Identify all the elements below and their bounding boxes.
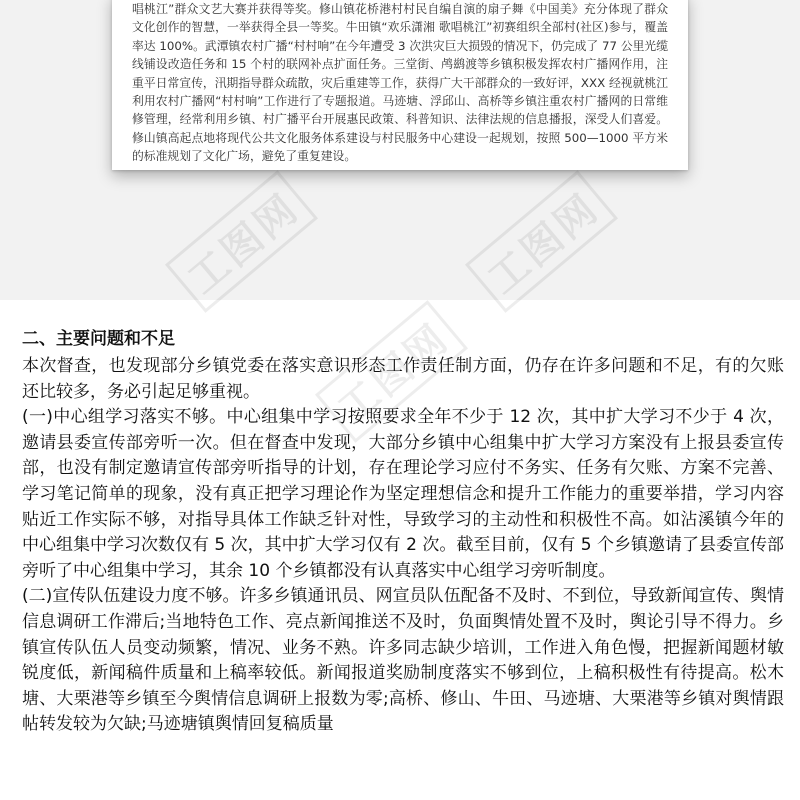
document-page-card (112, 0, 688, 170)
issue-paragraph-1: (一)中心组学习落实不够。中心组集中学习按照要求全年不少于 12 次，其中扩大学习不少于 4 次，邀请县委宣传部旁听一次。但在督查中发现，大部分乡镇中心组集中扩大学习方案没有上报县委宣传部，也没有制定邀请宣传部旁听指导的计划，存在理论学习应付不务实、任务有欠账、方案不完善、学习笔记简单的现象，没有真正把学习理论作为坚定理想信念和提升工作能力的重要举措，学习内容贴近工作实际不够，对指导具体工作缺乏针对性，导致学习的主动性和积极性不高。如沾溪镇今年的中心组集中学习次数仅有 5 次，其中扩大学习仅有 2 次。截至目前，仅有 5 个乡镇邀请了县委宣传部旁听了中心组集中学习，其余 10 个乡镇都没有认真落实中心组学习旁听制度。 (22, 407, 784, 581)
document-body (0, 324, 800, 738)
issue-paragraph-2: (二)宣传队伍建设力度不够。许多乡镇通讯员、网宣员队伍配备不及时、不到位，导致新闻宣传、舆情信息调研工作滞后;当地特色工作、亮点新闻推送不及时，负面舆情处置不及时，舆论引导不得力。乡镇宣传队伍人员变动频繁，情况、业务不熟。许多同志缺少培训，工作进入角色慢，把握新闻题材敏锐度低，新闻稿件质量和上稿率较低。新闻报道奖励制度落实不够到位，上稿积极性有待提高。松木塘、大栗港等乡镇至今舆情信息调研上报数为零;高桥、修山、牛田、马迹塘、大栗港等乡镇对舆情跟帖转发较为欠缺;马迹塘镇舆情回复稿质量 (22, 586, 784, 735)
card-paragraph: 唱桃江”群众文艺大赛并获得等奖。修山镇花桥港村村民自编自演的扇子舞《中国美》充分体现了群众文化创作的智慧，一举获得全县一等奖。牛田镇“欢乐潇湘 歌唱桃江”初赛组织全部村(社区)参与，覆盖率达 100%。武潭镇农村广播“村村响”在今年遭受 3 次洪灾巨大损毁的情况下，仍完成了 77 公里光缆线铺设改造任务和 15 个村的联网补点扩面任务。三堂街、鸬鹚渡等乡镇积极发挥农村广播网作用，注重平日常宣传，汛期指导群众疏散，灾后重建等工作，获得广大干部群众的一致好评，XXX 经视就桃江利用农村广播网“村村响”工作进行了专题报道。马迹塘、浮邱山、高桥等乡镇注重农村广播网的日常维修管理，经常利用乡镇、村广播平台开展惠民政策、科普知识、法律法规的信息播报，深受人们喜爱。修山镇高起点地将现代公共文化服务体系建设与村民服务中心建设一起规划，按照 500—1000 平方米的标准规划了文化广场，避免了重复建设。 (132, 2, 668, 164)
section-heading: 二、主要问题和不足 (22, 329, 175, 349)
section-intro-paragraph: 本次督查，也发现部分乡镇党委在落实意识形态工作责任制方面，仍存在许多问题和不足，有的欠账还比较多，务必引起足够重视。 (22, 356, 784, 402)
watermark: 工图网 (315, 300, 468, 443)
document-preview-area (0, 0, 800, 300)
